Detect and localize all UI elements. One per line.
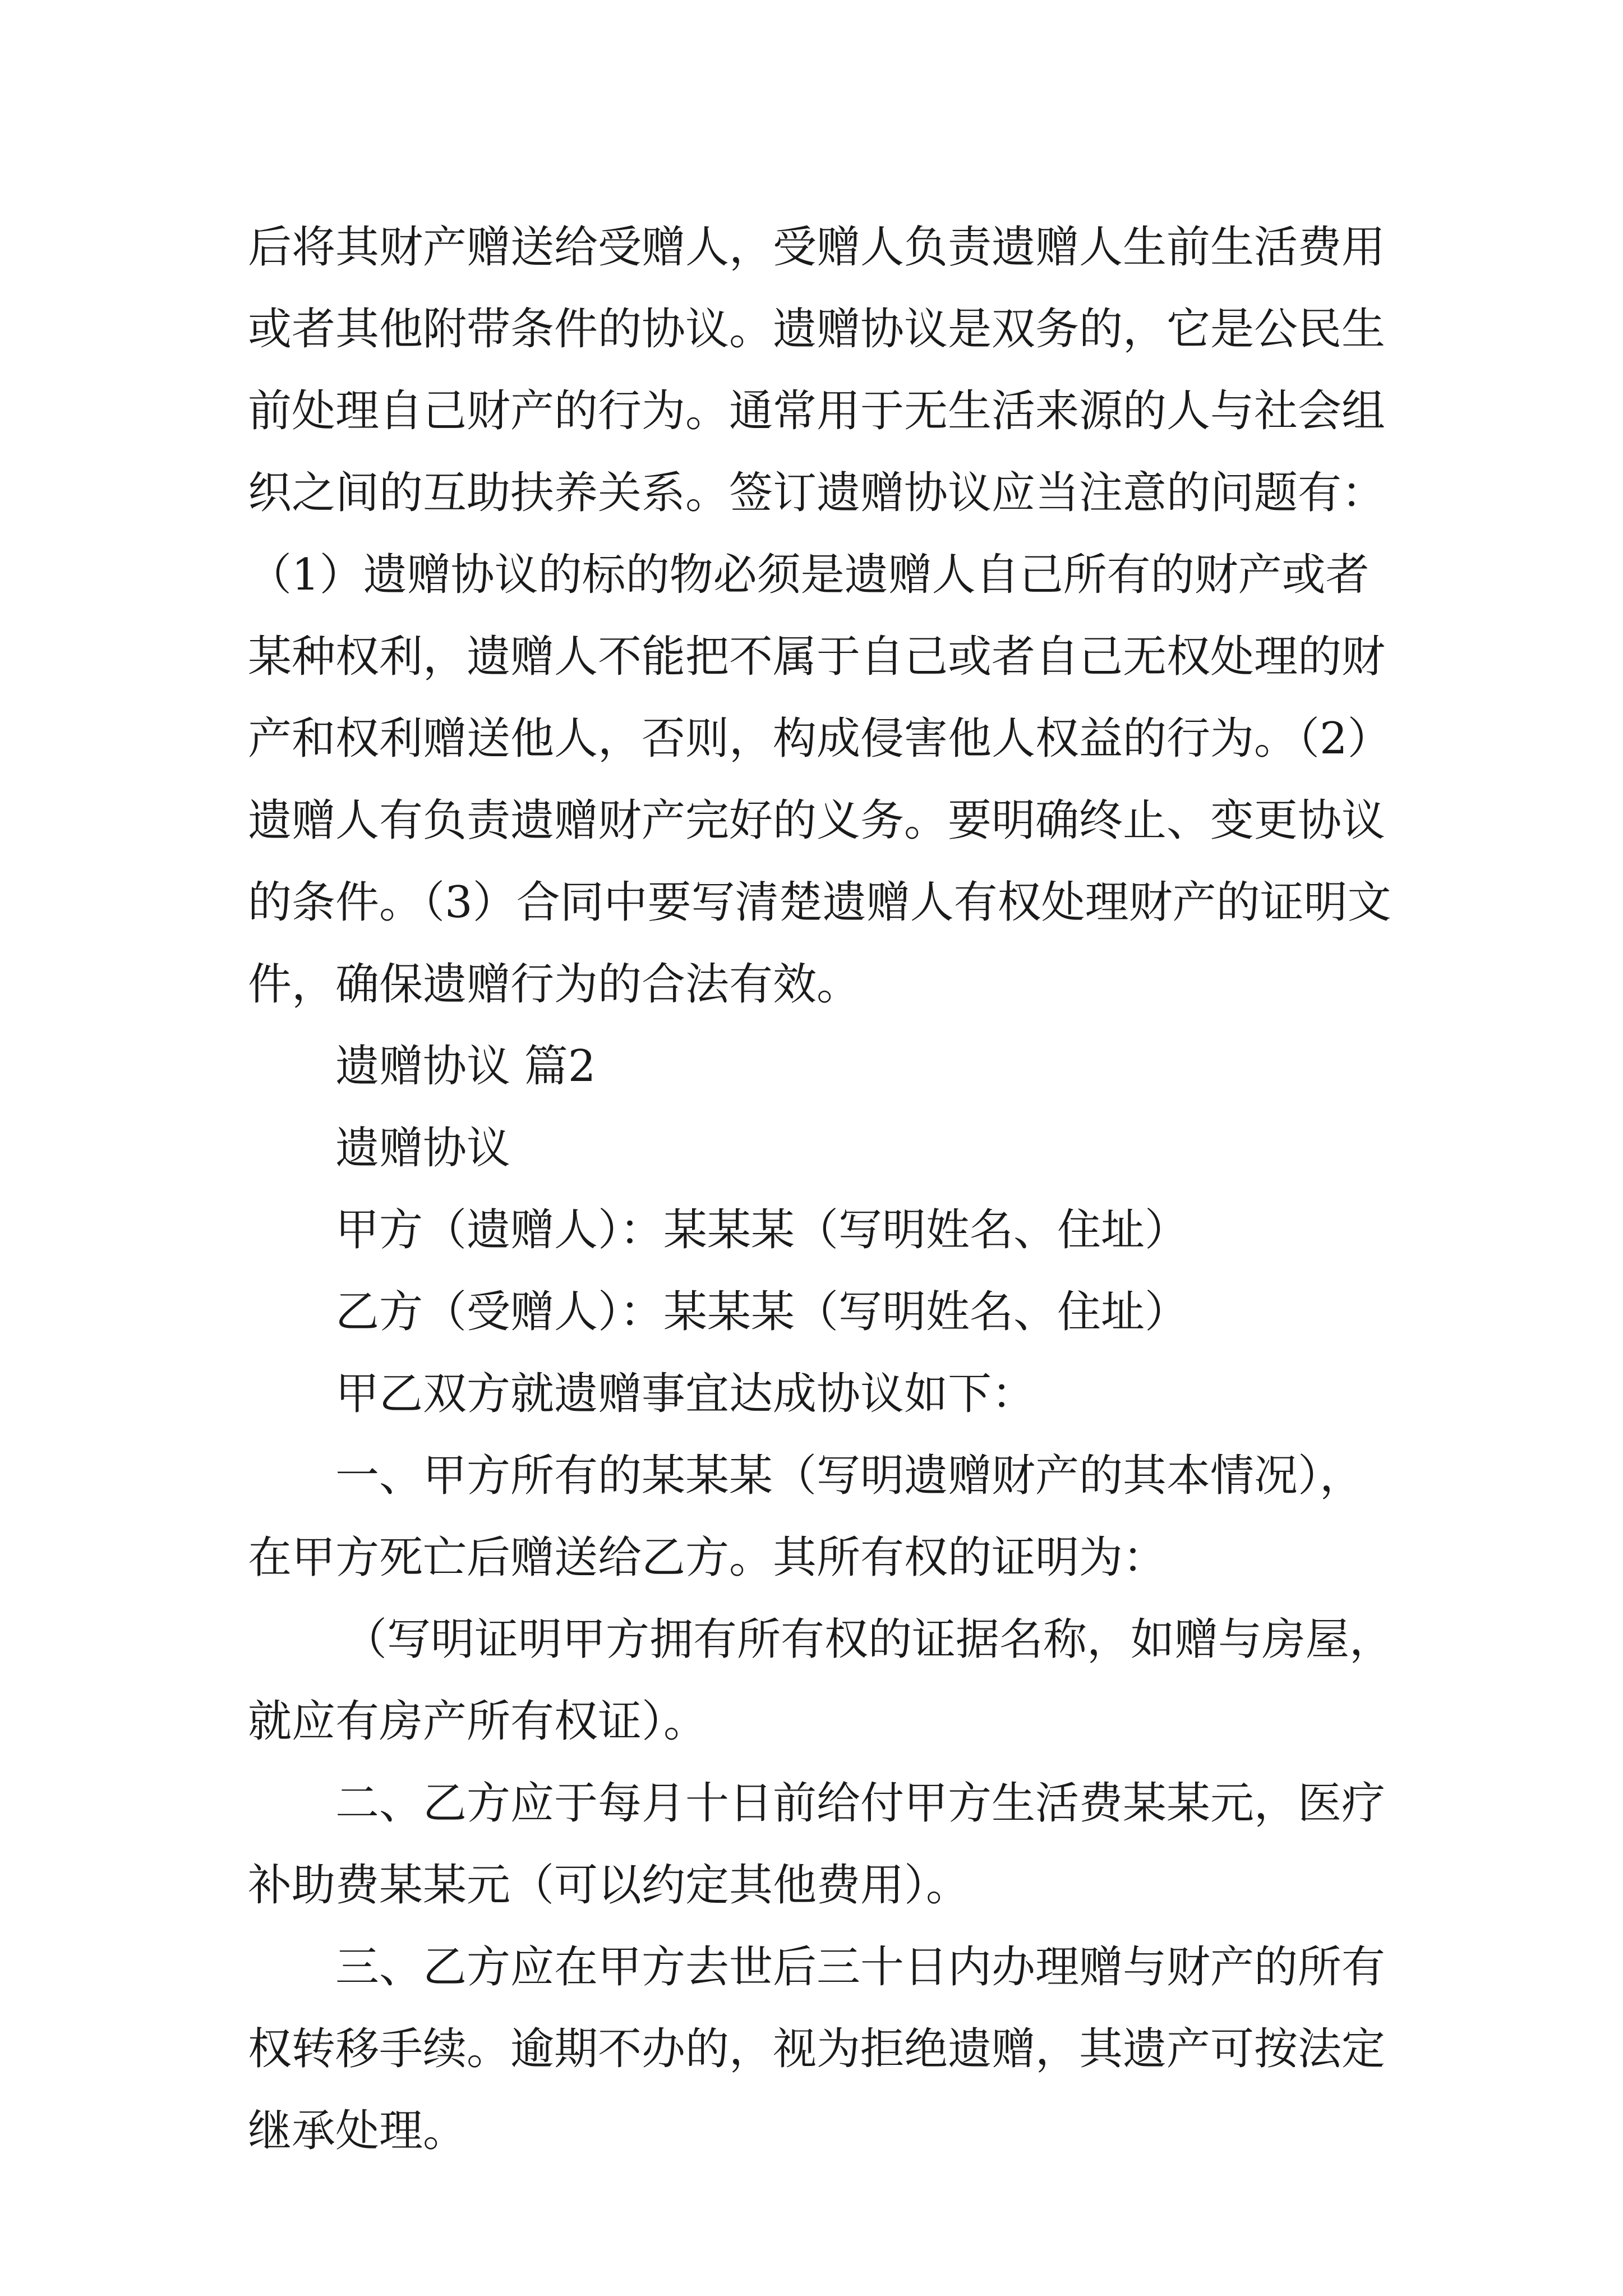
paragraph-line: 某种权利，遗赠人不能把不属于自己或者自己无权处理的财 bbox=[248, 632, 1386, 682]
paragraph-line: 的条件。（3）合同中要写清楚遗赠人有权处理财产的证明文 bbox=[248, 877, 1391, 928]
clause-3-line: 继承处理。 bbox=[248, 2106, 467, 2156]
paragraph-line: 产和权利赠送他人，否则，构成侵害他人权益的行为。（2） bbox=[248, 714, 1391, 764]
paragraph-line: 件，确保遗赠行为的合法有效。 bbox=[248, 959, 861, 1010]
clause-3-line: 三、乙方应在甲方去世后三十日内办理赠与财产的所有 bbox=[335, 1942, 1386, 1993]
clause-1-note: （写明证明甲方拥有所有权的证据名称，如赠与房屋， bbox=[343, 1614, 1394, 1665]
document-body bbox=[248, 206, 1394, 2172]
paragraph-line: 或者其他附带条件的协议。遗赠协议是双务的，它是公民生 bbox=[248, 304, 1386, 355]
paragraph-line: 织之间的互助扶养关系。签订遗赠协议应当注意的问题有： bbox=[248, 468, 1386, 518]
paragraph-line: 遗赠人有负责遗赠财产完好的义务。要明确终止、变更协议 bbox=[248, 795, 1386, 846]
party-b-line: 乙方（受赠人）：某某某（写明姓名、住址） bbox=[335, 1287, 1189, 1337]
agreement-intro: 甲乙双方就遗赠事宜达成协议如下： bbox=[335, 1369, 1036, 1419]
clause-3-line: 权转移手续。逾期不办的，视为拒绝遗赠，其遗产可按法定 bbox=[248, 2024, 1386, 2074]
section-heading: 遗赠协议 篇2 bbox=[335, 1041, 596, 1092]
paragraph-line: 后将其财产赠送给受赠人，受赠人负责遗赠人生前生活费用 bbox=[248, 222, 1386, 273]
clause-2-line: 补助费某某元（可以约定其他费用）。 bbox=[248, 1860, 970, 1911]
clause-2-line: 二、乙方应于每月十日前给付甲方生活费某某元，医疗 bbox=[335, 1778, 1386, 1829]
clause-1-line: 一、甲方所有的某某某（写明遗赠财产的其本情况）， bbox=[335, 1451, 1364, 1501]
clause-1-line: 在甲方死亡后赠送给乙方。其所有权的证明为： bbox=[248, 1533, 1167, 1583]
party-a-line: 甲方（遗赠人）：某某某（写明姓名、住址） bbox=[335, 1205, 1189, 1255]
clause-1-note: 就应有房产所有权证）。 bbox=[248, 1696, 708, 1747]
document-title: 遗赠协议 bbox=[335, 1123, 511, 1174]
paragraph-line: （1）遗赠协议的标的物必须是遗赠人自己所有的财产或者 bbox=[248, 550, 1370, 600]
paragraph-line: 前处理自己财产的行为。通常用于无生活来源的人与社会组 bbox=[248, 386, 1386, 436]
